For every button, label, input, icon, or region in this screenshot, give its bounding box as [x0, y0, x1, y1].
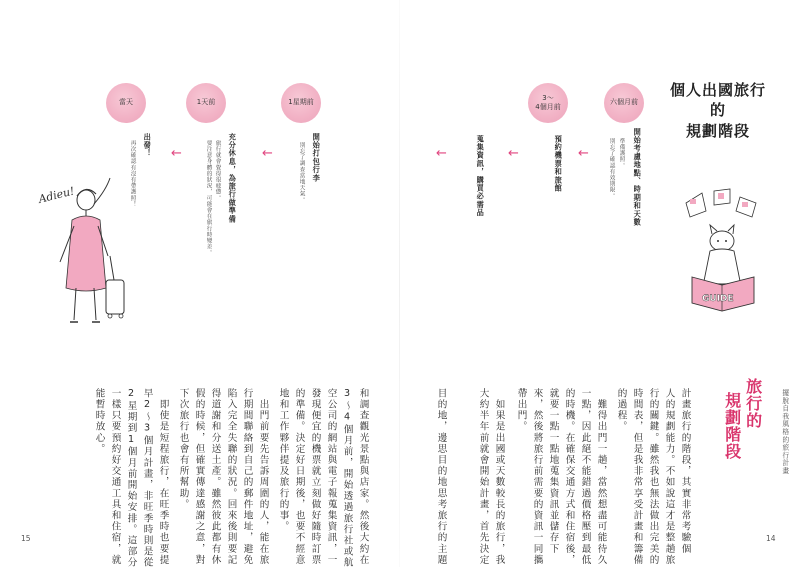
body-column: 難得出門一趟，當然想盡可能待久: [595, 388, 607, 566]
body-column: 如果是出國或天數較長的旅行，我: [493, 388, 505, 566]
page-number-right: 14: [766, 534, 776, 543]
body-column: 地和工作夥伴提及旅行的事。: [277, 388, 289, 533]
stage-note-six-months-2: 別忘了確認有效期限。: [608, 138, 615, 199]
section-heading-line-2: 規劃階段: [722, 392, 742, 460]
body-column: 能暫時放心。: [93, 388, 105, 455]
page-fold: [399, 0, 400, 567]
body-column: 的時機。在確保交通方式和住宿後，: [563, 388, 575, 566]
body-column: 假的時候，但確實傳達感謝之意，對: [193, 388, 205, 566]
stages-heading-line-2: 規劃階段: [685, 121, 750, 140]
page-number-left: 15: [21, 534, 31, 543]
body-column: 陷入完全失聯的狀況。回來後則要記: [225, 388, 237, 566]
stages-heading-line-1: 個人出國旅行的: [669, 81, 766, 120]
cat-reading-guide-illustration: [670, 185, 775, 325]
stage-title-three-four-months: 預約機票和旅館: [554, 135, 564, 193]
body-column: 出門前要先告訴周圍的人，能在旅: [257, 388, 269, 566]
body-column: 3〜4個月前，開始透過旅行社或航: [341, 388, 353, 568]
body-column: 的準備。決定好日期後，也要不經意: [293, 388, 305, 566]
flow-arrow-2: ←: [508, 146, 519, 161]
stage-title-one-week: 開始打包行李: [312, 133, 322, 183]
flow-arrow-3: ←: [436, 146, 447, 161]
stage-note-one-week: 別忘了調查當地天氣。: [298, 142, 305, 203]
stage-note-six-months-1: 準備護照。: [618, 138, 625, 169]
stage-label: 1星期前: [288, 98, 314, 107]
flow-arrow-4: ←: [262, 146, 273, 161]
stage-title-gather-info: 蒐集資訊，購買必需品: [476, 135, 486, 217]
stage-circle-one-day: [186, 83, 226, 123]
stage-note-departure-day: 再次確認有沒有帶護照！: [129, 140, 136, 208]
traveler-woman-illustration: [34, 170, 134, 340]
body-column: 計畫旅行的階段，其實非常考驗個: [679, 388, 691, 555]
stage-title-departure-day: 出發！: [143, 133, 153, 158]
body-column: 下次旅行也會有所幫助。: [177, 388, 189, 511]
body-column: 行的關鍵。雖然我也無法做出完美的: [647, 388, 659, 566]
body-column: 目的地，邊思目的地思考旅行的主題: [435, 388, 447, 566]
body-column: 早2〜3個月計畫，非旺季時則是從: [141, 388, 153, 568]
body-column: 帶出門。: [515, 388, 527, 433]
stage-circle-three-four-months: [528, 83, 568, 123]
body-column: 2星期到1個月前開始安排。這部分: [125, 388, 137, 568]
body-column: 大約半年前就會開始計畫，首先決定: [477, 388, 489, 566]
flow-arrow-5: ←: [171, 146, 182, 161]
stage-label-line-2: 4個月前: [535, 103, 561, 111]
body-column: 一樣只要預約好交通工具和住宿，就: [109, 388, 121, 566]
body-column: 發現便宜的機票就立刻做好隨時訂票: [309, 388, 321, 566]
stage-circle-departure-day: [106, 83, 146, 123]
body-column: 人的規劃能力。不如說這才是整趟旅: [663, 388, 675, 566]
body-column: 的過程。: [615, 388, 627, 433]
body-column: 一點，因此絕不能錯過價格壓到最低: [579, 388, 591, 566]
stage-label: 當天: [119, 98, 133, 107]
stage-title-six-months: 開始考慮地點、時期和天數: [633, 128, 643, 227]
stage-title-one-day: 充分休息，為旅行做準備: [228, 133, 238, 224]
body-column: 即使是短程旅行，在旺季時也要提: [157, 388, 169, 566]
body-column: 和調查觀光景點與店家。然後大約在: [357, 388, 369, 566]
guide-book-text: GUIDE: [702, 294, 734, 304]
stage-label-line-1: 3〜: [542, 93, 554, 102]
stage-circle-one-week: [281, 83, 321, 123]
stage-label: 1天前: [196, 98, 216, 107]
flow-arrow-1: ←: [578, 146, 589, 161]
body-column: 來，然後將旅行前需要的資訊一同攜: [531, 388, 543, 566]
adieu-text: Adieu!: [37, 184, 76, 206]
stage-note-one-day-2: 要注意身體的狀況，可能會在旅行時變差。: [205, 140, 212, 256]
stage-circle-six-months: [604, 83, 644, 123]
stage-note-one-day-1: 旅行就會覺得很疲憊。: [214, 140, 221, 201]
stages-heading: [668, 80, 768, 141]
section-heading-line-1: 旅行的: [743, 378, 763, 429]
body-column: 時間表，但是我非常享受計畫和籌備: [631, 388, 643, 566]
body-column: 就要一點一點地蒐集資訊並儲存下: [547, 388, 559, 555]
body-column: 空公司的網站與電子報蒐集資訊，一: [325, 388, 337, 566]
body-column: 行期間聯絡到自己的郵件地址，避免: [241, 388, 253, 566]
body-column: 得道謝和分送土產。雖然彼此都有休: [209, 388, 221, 566]
stage-label: 六個月前: [610, 98, 638, 107]
running-header: 擺脫自我風格的旅行計畫: [780, 389, 789, 475]
